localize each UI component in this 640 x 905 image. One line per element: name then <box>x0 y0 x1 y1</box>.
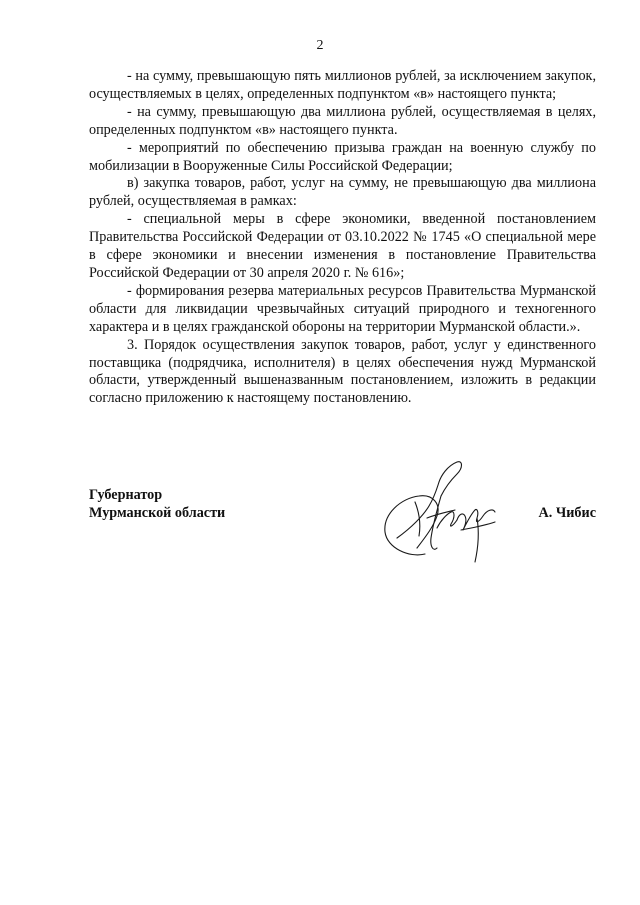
paragraph-limit-two-million: - на сумму, превышающую два миллиона рублей, осуществляемая в целях, определенных подпунктом «в» настоящего пункта. <box>89 103 596 138</box>
paragraph-reserve-resources: - формирования резерва материальных ресурсов Правительства Мурманской области для ликвидации чрезвычайных ситуаций природного и техногенного характера и в целях гражданской обороны на территории Мурманской области.». <box>89 282 596 335</box>
paragraph-mobilization-measures: - мероприятий по обеспечению призыва граждан на военную службу по мобилизации в Вооруженные Силы Российской Федерации; <box>89 139 596 174</box>
page-number: 2 <box>316 38 324 53</box>
signature-block <box>89 486 596 576</box>
signer-position-line-2: Мурманской области <box>89 505 226 521</box>
paragraph-special-economic-measure: - специальной меры в сфере экономики, введенной постановлением Правительства Российской Федерации от 03.10.2022 № 1745 «О специальной мере в сфере экономики и внесении изменения в постановление Правительства Российской Федерации от 30 апреля 2020 г. № 616»; <box>89 211 596 281</box>
paragraph-limit-five-million: - на сумму, превышающую пять миллионов рублей, за исключением закупок, осуществляемых в целях, определенных подпунктом «в» настоящего пункта; <box>89 68 596 102</box>
signer-position-line-1: Губернатор <box>89 487 163 503</box>
paragraph-subclause-v: в) закупка товаров, работ, услуг на сумму, не превышающую два миллиона рублей, осуществляемая в рамках: <box>89 175 596 210</box>
document-body <box>89 68 596 408</box>
paragraph-clause-3: 3. Порядок осуществления закупок товаров, работ, услуг у единственного поставщика (подрядчика, исполнителя) в целях обеспечения нужд Мурманской области, утвержденный вышеназванным постановлением, изложить в редакции согласно приложению к настоящему постановлению. <box>89 336 596 407</box>
signer-position <box>89 486 225 522</box>
signer-name: А. Чибис <box>538 505 596 521</box>
handwritten-signature <box>367 458 507 578</box>
